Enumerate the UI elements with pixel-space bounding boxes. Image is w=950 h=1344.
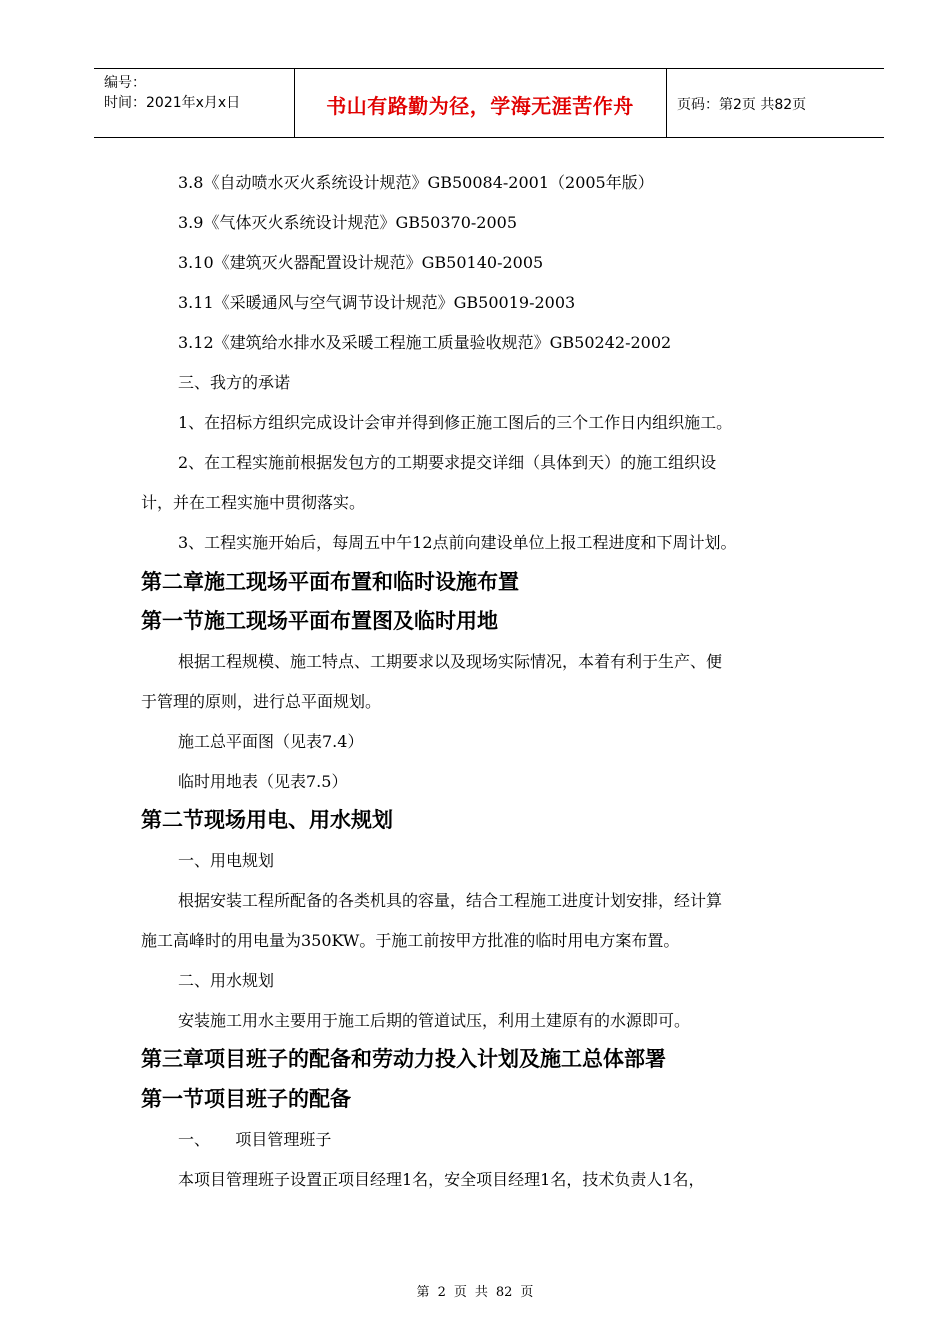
header-motto-cell [294,69,667,137]
header-page-cell [667,69,884,137]
page-header [94,68,884,138]
document-number-label: 编号： [104,75,146,91]
footer-total-pages: 82 [495,1285,513,1300]
body-line: 计，并在工程实施中贯彻落实。 [141,493,366,512]
section-title: 三、我方的承诺 [178,373,291,392]
body-line: 1、在招标方组织完成设计会审并得到修正施工图后的三个工作日内组织施工。 [178,413,733,432]
footer-page-number: 2 [437,1285,446,1300]
body-line: 2、在工程实施前根据发包方的工期要求提交详细（具体到天）的施工组织设 [178,453,717,472]
section-title: 一、用电规划 [178,851,275,870]
body-line: 3、工程实施开始后，每周五中午12点前向建设单位上报工程进度和下周计划。 [178,533,737,552]
footer-ye: 页 [520,1285,534,1300]
header-meta-cell [94,69,295,137]
body-line: 根据工程规模、施工特点、工期要求以及现场实际情况，本着有利于生产、便 [178,652,723,671]
document-time-label: 时间：2021年x月x日 [104,95,241,111]
section-heading: 第一节项目班子的配备 [141,1087,351,1111]
body-line: 3.8《自动喷水灭火系统设计规范》GB50084-2001（2005年版） [178,173,654,192]
body-line: 临时用地表（见表7.5） [178,772,348,791]
section-heading: 第二节现场用电、用水规划 [141,808,393,832]
body-line: 3.10《建筑灭火器配置设计规范》GB50140-2005 [178,253,544,272]
body-line: 本项目管理班子设置正项目经理1名，安全项目经理1名，技术负责人1名， [178,1170,705,1189]
body-line: 3.12《建筑给水排水及采暖工程施工质量验收规范》GB50242-2002 [178,333,672,352]
page-footer [0,1281,950,1300]
section-title: 二、用水规划 [178,971,275,990]
body-line: 安装施工用水主要用于施工后期的管道试压，利用土建原有的水源即可。 [178,1011,691,1030]
body-line: 于管理的原则，进行总平面规划。 [141,692,382,711]
chapter-heading: 第三章项目班子的配备和劳动力投入计划及施工总体部署 [141,1047,666,1071]
body-line: 根据安装工程所配备的各类机具的容量，结合工程施工进度计划安排，经计算 [178,891,723,910]
footer-gong: 共 [474,1285,488,1300]
body-line: 施工高峰时的用电量为350KW。于施工前按甲方批准的临时用电方案布置。 [141,931,680,950]
footer-ye: 页 [453,1285,467,1300]
footer-di: 第 [416,1285,430,1300]
body-line: 3.11《采暖通风与空气调节设计规范》GB50019-2003 [178,293,576,312]
section-heading: 第一节施工现场平面布置图及临时用地 [141,609,498,633]
body-line: 施工总平面图（见表7.4） [178,732,364,751]
chapter-heading: 第二章施工现场平面布置和临时设施布置 [141,570,519,594]
header-page-info: 页码：第2页 共82页 [677,97,807,113]
header-motto: 书山有路勤为径，学海无涯苦作舟 [326,94,634,118]
body-line: 3.9《气体灭火系统设计规范》GB50370-2005 [178,213,518,232]
section-title: 一、 项目管理班子 [178,1130,332,1149]
